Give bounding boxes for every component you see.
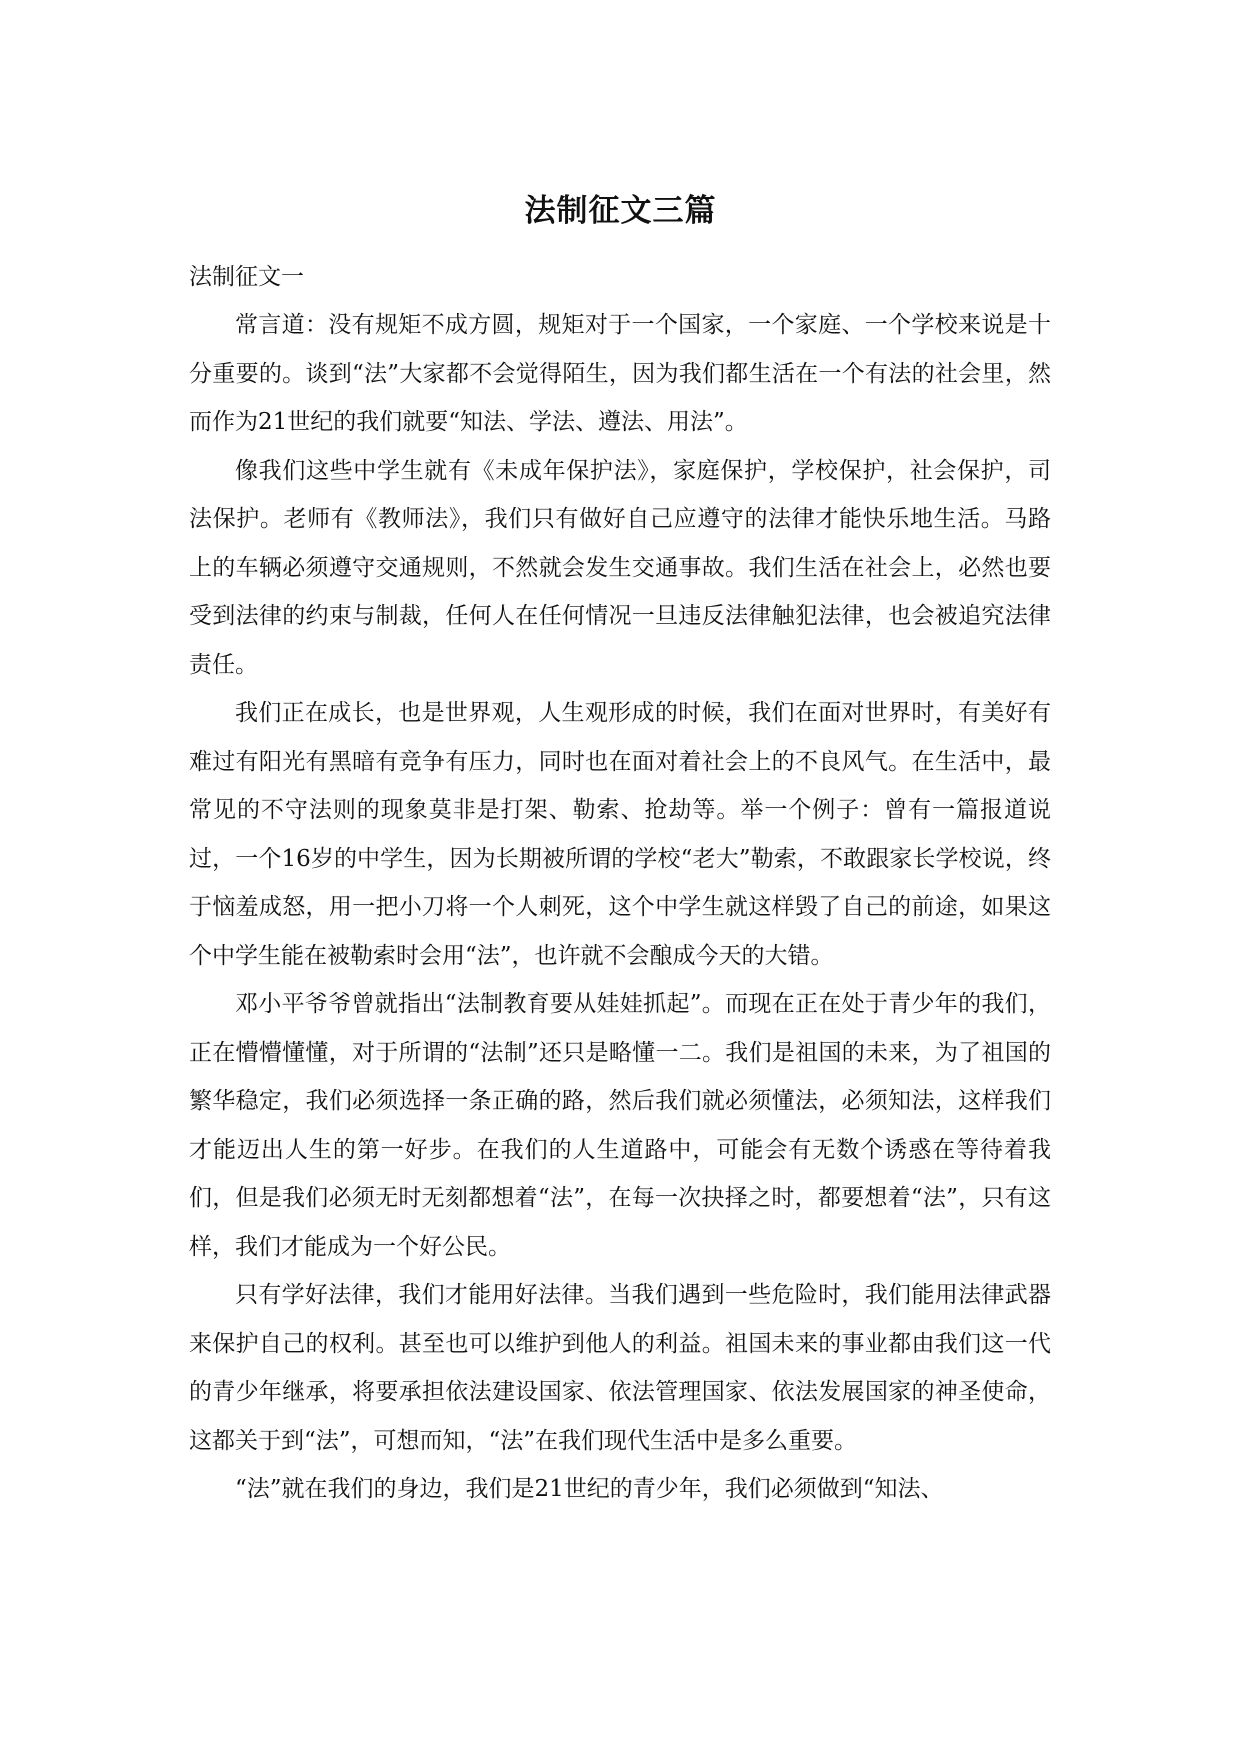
section-heading: 法制征文一 xyxy=(189,264,304,290)
document-title: 法制征文三篇 xyxy=(524,193,717,229)
paragraph: 常言道：没有规矩不成方圆，规矩对于一个国家，一个家庭、一个学校来说是十分重要的。谈到“法”大家都不会觉得陌生，因为我们都生活在一个有法的社会里，然而作为21世纪的我们就要“知法、学法、遵法、用法”。 xyxy=(189,312,1051,435)
paragraph: 邓小平爷爷曾就指出“法制教育要从娃娃抓起”。而现在正在处于青少年的我们，正在懵懵懂懂，对于所谓的“法制”还只是略懂一二。我们是祖国的未来，为了祖国的繁华稳定，我们必须选择一条正确的路，然后我们就必须懂法，必须知法，这样我们才能迈出人生的第一好步。在我们的人生道路中，可能会有无数个诱惑在等待着我们，但是我们必须无时无刻都想着“法”，在每一次抉择之时，都要想着“法”，只有这样，我们才能成为一个好公民。 xyxy=(189,991,1051,1260)
document-body xyxy=(189,253,1051,1514)
paragraph: “法”就在我们的身边，我们是21世纪的青少年，我们必须做到“知法、 xyxy=(235,1476,944,1502)
paragraph: 像我们这些中学生就有《未成年保护法》，家庭保护，学校保护，社会保护，司法保护。老师有《教师法》，我们只有做好自己应遵守的法律才能快乐地生活。马路上的车辆必须遵守交通规则，不然就会发生交通事故。我们生活在社会上，必然也要受到法律的约束与制裁，任何人在任何情况一旦违反法律触犯法律，也会被追究法律责任。 xyxy=(189,457,1051,678)
paragraph: 我们正在成长，也是世界观，人生观形成的时候，我们在面对世界时，有美好有难过有阳光有黑暗有竞争有压力，同时也在面对着社会上的不良风气。在生活中，最常见的不守法则的现象莫非是打架、勒索、抢劫等。举一个例子：曾有一篇报道说过，一个16岁的中学生，因为长期被所谓的学校“老大”勒索，不敢跟家长学校说，终于恼羞成怒，用一把小刀将一个人刺死，这个中学生就这样毁了自己的前途，如果这个中学生能在被勒索时会用“法”，也许就不会酿成今天的大错。 xyxy=(189,700,1051,969)
paragraph: 只有学好法律，我们才能用好法律。当我们遇到一些危险时，我们能用法律武器来保护自己的权利。甚至也可以维护到他人的利益。祖国未来的事业都由我们这一代的青少年继承，将要承担依法建设国家、依法管理国家、依法发展国家的神圣使命，这都关于到“法”，可想而知，“法”在我们现代生活中是多么重要。 xyxy=(189,1282,1051,1454)
